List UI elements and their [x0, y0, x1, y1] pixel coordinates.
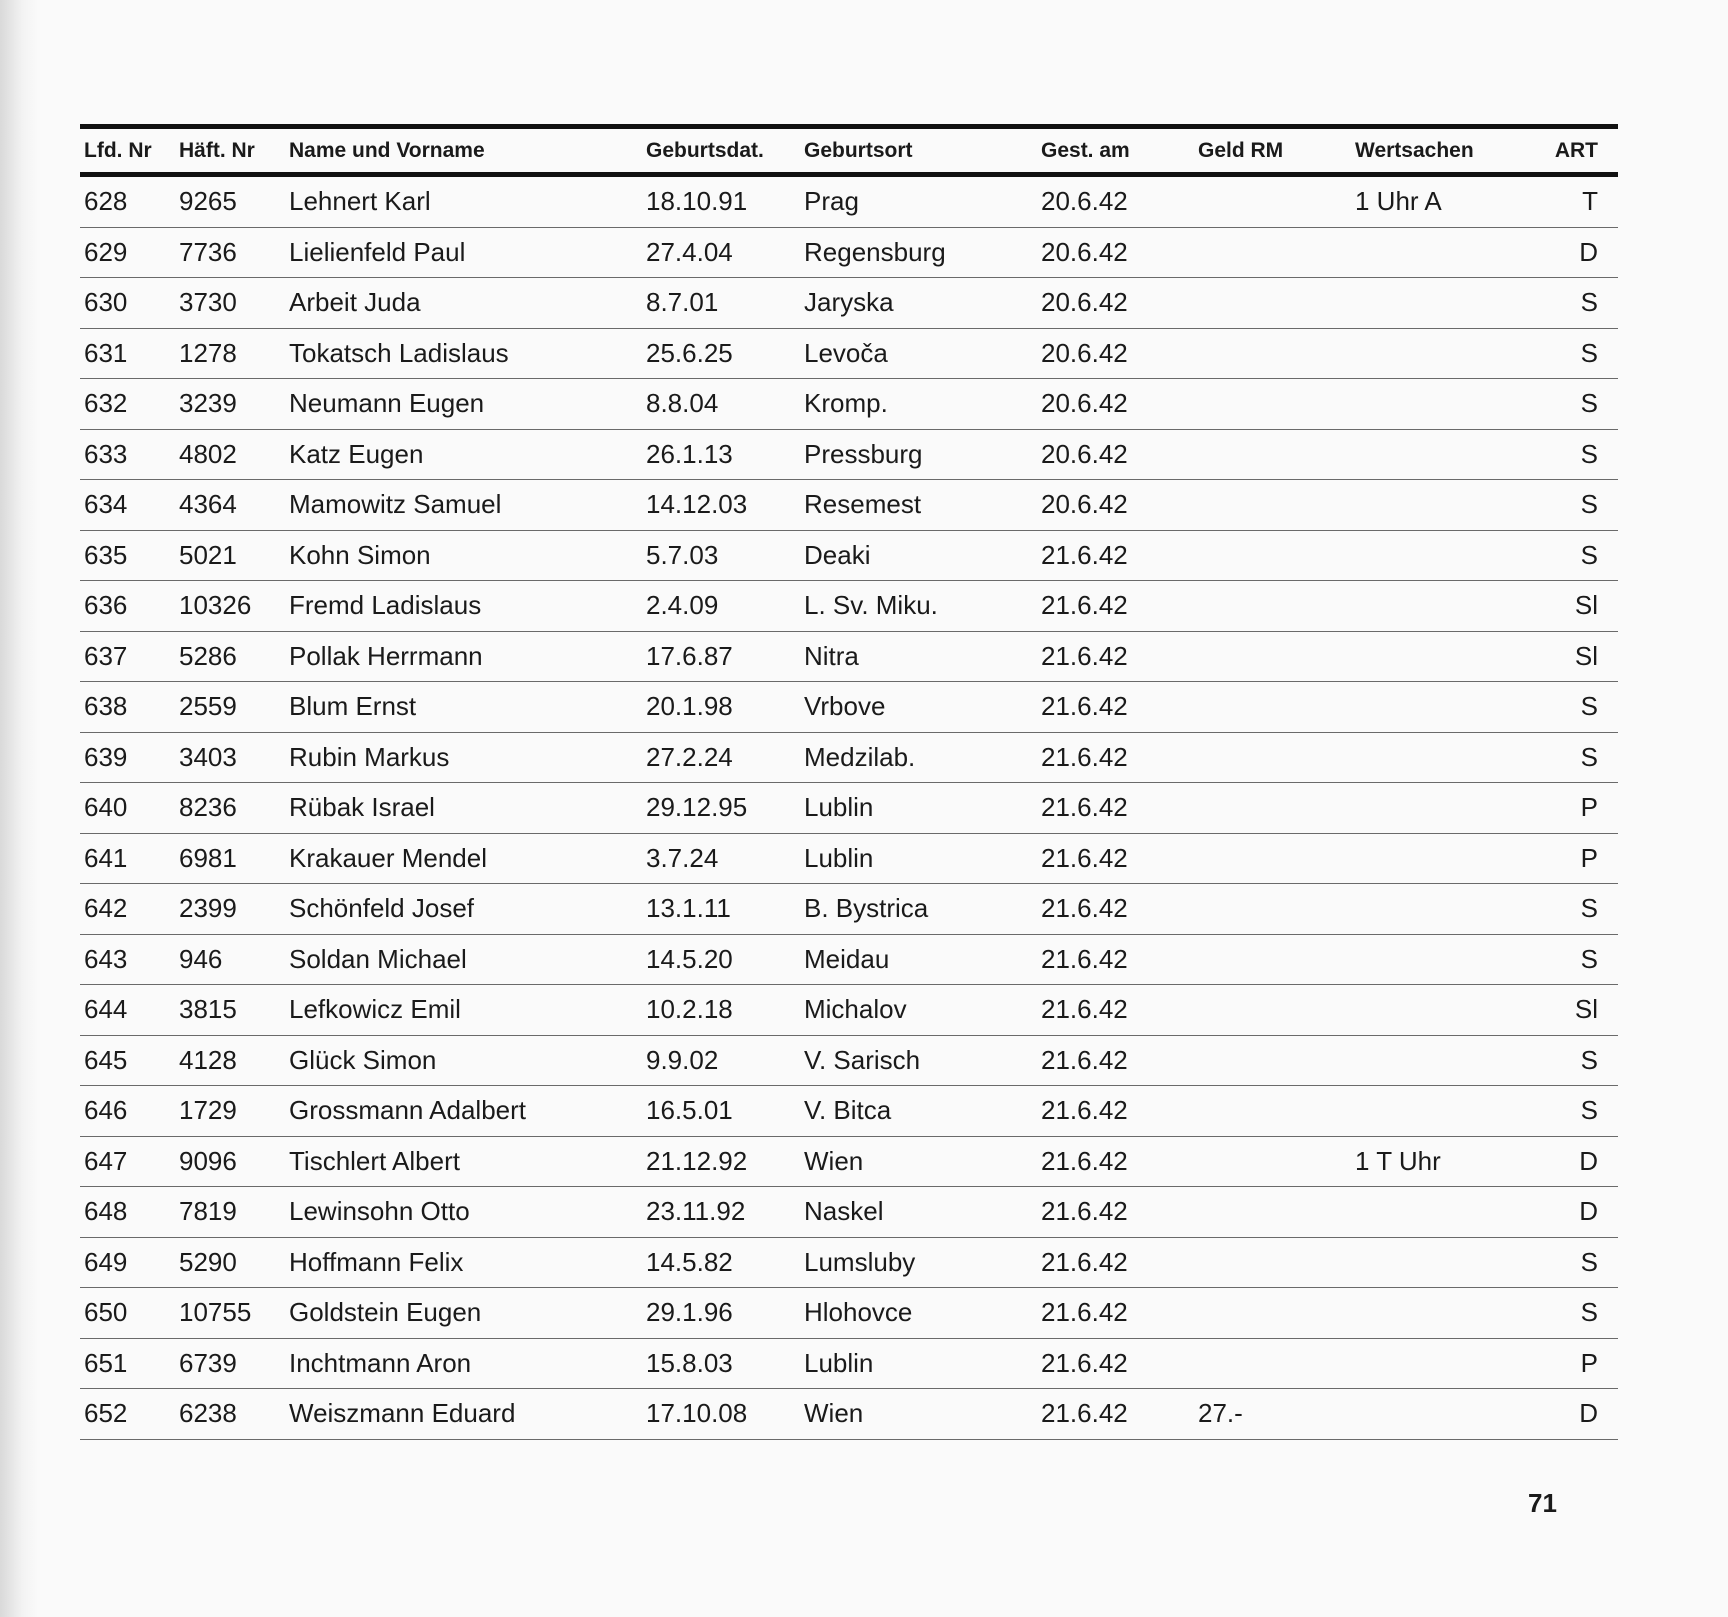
cell-haeft-nr: 2559: [179, 691, 237, 721]
header-haeft-nr: Häft. Nr: [179, 139, 255, 162]
cell-name: Grossmann Adalbert: [289, 1095, 527, 1125]
table-row: [80, 1187, 1618, 1238]
cell-geburtsort: Prag: [804, 186, 859, 216]
cell-gestorben-am: 20.6.42: [1041, 287, 1128, 317]
cell-geburtsdatum: 23.11.92: [646, 1196, 746, 1226]
cell-gestorben-am: 21.6.42: [1041, 1095, 1128, 1125]
cell-geburtsdatum: 26.1.13: [646, 438, 733, 469]
cell-name: Rübak Israel: [289, 792, 435, 822]
table-row: [80, 379, 1618, 430]
cell-art: S: [1580, 489, 1598, 519]
cell-art: D: [1579, 1196, 1598, 1226]
cell-lfd-nr: 652: [84, 1398, 128, 1428]
cell-lfd-nr: 634: [84, 489, 128, 519]
cell-geburtsort: Lublin: [804, 842, 874, 873]
cell-haeft-nr: 7819: [179, 1196, 237, 1226]
cell-gestorben-am: 21.6.42: [1041, 539, 1128, 570]
cell-geld-rm: 27.-: [1198, 1398, 1243, 1428]
cell-gestorben-am: 20.6.42: [1041, 236, 1128, 267]
cell-geburtsort: Meidau: [804, 943, 890, 974]
cell-gestorben-am: 21.6.42: [1041, 590, 1128, 620]
cell-art: S: [1580, 893, 1598, 923]
cell-gestorben-am: 20.6.42: [1041, 489, 1128, 519]
cell-gestorben-am: 21.6.42: [1041, 691, 1128, 721]
cell-haeft-nr: 9096: [179, 1145, 237, 1176]
table-row: [80, 1238, 1618, 1289]
cell-haeft-nr: 1278: [179, 337, 237, 368]
cell-haeft-nr: 4128: [179, 1044, 237, 1075]
cell-art: Sl: [1574, 994, 1598, 1024]
cell-name: Lefkowicz Emil: [289, 994, 461, 1024]
table-row: [80, 1288, 1618, 1339]
cell-lfd-nr: 637: [84, 640, 128, 671]
cell-lfd-nr: 628: [84, 186, 128, 216]
cell-lfd-nr: 641: [84, 842, 128, 873]
table-row: [80, 1137, 1618, 1188]
cell-lfd-nr: 632: [84, 388, 128, 418]
table-body: [80, 177, 1618, 1440]
cell-gestorben-am: 21.6.42: [1041, 842, 1128, 873]
cell-geburtsort: V. Bitca: [804, 1095, 892, 1125]
cell-lfd-nr: 642: [84, 893, 128, 923]
cell-geburtsdatum: 29.1.96: [646, 1297, 733, 1327]
cell-name: Goldstein Eugen: [289, 1297, 482, 1327]
cell-gestorben-am: 21.6.42: [1041, 1044, 1128, 1075]
table-row: [80, 884, 1618, 935]
cell-art: D: [1579, 1145, 1598, 1176]
cell-haeft-nr: 1729: [179, 1095, 237, 1125]
cell-geburtsdatum: 27.4.04: [646, 236, 733, 267]
cell-geburtsdatum: 25.6.25: [646, 337, 733, 368]
cell-gestorben-am: 21.6.42: [1041, 994, 1128, 1024]
cell-geburtsort: Lublin: [804, 792, 874, 822]
cell-geburtsdatum: 8.7.01: [646, 287, 719, 317]
cell-lfd-nr: 638: [84, 691, 128, 721]
cell-geburtsort: Deaki: [804, 539, 871, 570]
cell-name: Hoffmann Felix: [289, 1246, 464, 1277]
cell-name: Blum Ernst: [289, 691, 417, 721]
cell-name: Lielienfeld Paul: [289, 236, 466, 267]
cell-lfd-nr: 646: [84, 1095, 128, 1125]
cell-haeft-nr: 6238: [179, 1398, 237, 1428]
cell-haeft-nr: 3239: [179, 388, 237, 418]
cell-lfd-nr: 631: [84, 337, 128, 368]
cell-lfd-nr: 651: [84, 1347, 128, 1378]
cell-name: Pollak Herrmann: [289, 640, 483, 671]
cell-geburtsort: Regensburg: [804, 236, 946, 267]
cell-geburtsdatum: 20.1.98: [646, 691, 733, 721]
cell-art: T: [1582, 186, 1598, 216]
cell-art: S: [1580, 1246, 1598, 1277]
cell-art: S: [1580, 1095, 1598, 1125]
cell-art: S: [1580, 741, 1598, 772]
cell-geburtsdatum: 29.12.95: [646, 792, 748, 822]
cell-geburtsdatum: 18.10.91: [646, 186, 748, 216]
cell-lfd-nr: 636: [84, 590, 128, 620]
table-row: [80, 228, 1618, 279]
cell-geburtsort: Levoča: [804, 337, 888, 368]
table-row: [80, 1086, 1618, 1137]
cell-geburtsort: Naskel: [804, 1196, 884, 1226]
cell-geburtsdatum: 14.5.20: [646, 943, 733, 974]
cell-gestorben-am: 21.6.42: [1041, 792, 1128, 822]
table-row: [80, 1339, 1618, 1390]
table-row: [80, 733, 1618, 784]
cell-gestorben-am: 20.6.42: [1041, 337, 1128, 368]
cell-lfd-nr: 645: [84, 1044, 128, 1075]
header-art: ART: [1554, 139, 1598, 162]
cell-gestorben-am: 21.6.42: [1041, 1398, 1128, 1428]
cell-geburtsort: Lumsluby: [804, 1246, 916, 1277]
cell-geburtsort: Vrbove: [804, 691, 886, 721]
cell-haeft-nr: 5290: [179, 1246, 237, 1277]
cell-geburtsdatum: 14.5.82: [646, 1246, 733, 1277]
cell-art: S: [1580, 438, 1598, 469]
cell-geburtsdatum: 17.10.08: [646, 1398, 748, 1428]
cell-name: Tischlert Albert: [289, 1145, 460, 1176]
cell-name: Glück Simon: [289, 1044, 437, 1075]
cell-haeft-nr: 9265: [179, 186, 237, 216]
cell-geburtsort: Medzilab.: [804, 741, 916, 772]
cell-gestorben-am: 21.6.42: [1041, 943, 1128, 974]
cell-gestorben-am: 21.6.42: [1041, 1196, 1128, 1226]
cell-gestorben-am: 21.6.42: [1041, 1246, 1128, 1277]
cell-gestorben-am: 21.6.42: [1041, 640, 1128, 671]
table-header-row: [80, 129, 1618, 177]
cell-gestorben-am: 21.6.42: [1041, 1145, 1128, 1176]
cell-name: Lehnert Karl: [289, 186, 431, 216]
cell-geburtsdatum: 9.9.02: [646, 1044, 719, 1075]
header-name: Name und Vorname: [289, 139, 485, 162]
cell-name: Mamowitz Samuel: [289, 489, 502, 519]
cell-geburtsdatum: 13.1.11: [646, 893, 731, 923]
table-row: [80, 1389, 1618, 1440]
table-row: [80, 480, 1618, 531]
table-row: [80, 632, 1618, 683]
cell-lfd-nr: 648: [84, 1196, 128, 1226]
table-row: [80, 1036, 1618, 1087]
cell-name: Kohn Simon: [289, 539, 431, 570]
cell-geburtsdatum: 3.7.24: [646, 842, 719, 873]
cell-name: Schönfeld Josef: [289, 893, 475, 923]
header-lfd-nr: Lfd. Nr: [84, 139, 152, 162]
cell-art: S: [1580, 691, 1598, 721]
table-row: [80, 783, 1618, 834]
cell-geburtsdatum: 10.2.18: [646, 994, 733, 1024]
cell-haeft-nr: 8236: [179, 792, 237, 822]
cell-haeft-nr: 946: [179, 943, 223, 974]
cell-geburtsdatum: 27.2.24: [646, 741, 733, 772]
cell-lfd-nr: 649: [84, 1246, 128, 1277]
cell-gestorben-am: 21.6.42: [1041, 1297, 1128, 1327]
cell-lfd-nr: 633: [84, 438, 128, 469]
cell-haeft-nr: 6981: [179, 842, 237, 873]
cell-art: S: [1580, 539, 1598, 570]
cell-geburtsort: Michalov: [804, 994, 907, 1024]
cell-art: Sl: [1574, 640, 1598, 671]
table-row: [80, 682, 1618, 733]
cell-haeft-nr: 2399: [179, 893, 237, 923]
header-geld-rm: Geld RM: [1198, 139, 1284, 162]
cell-gestorben-am: 21.6.42: [1041, 893, 1128, 923]
table-row: [80, 985, 1618, 1036]
cell-art: P: [1580, 1347, 1598, 1378]
cell-art: S: [1580, 1044, 1598, 1075]
cell-name: Weiszmann Eduard: [289, 1398, 516, 1428]
cell-gestorben-am: 20.6.42: [1041, 438, 1128, 469]
cell-haeft-nr: 3730: [179, 287, 237, 317]
cell-gestorben-am: 21.6.42: [1041, 741, 1128, 772]
cell-art: S: [1580, 1297, 1598, 1327]
cell-geburtsort: Pressburg: [804, 438, 923, 469]
cell-haeft-nr: 10755: [179, 1297, 252, 1327]
cell-art: D: [1579, 1398, 1598, 1428]
cell-lfd-nr: 635: [84, 539, 128, 570]
cell-lfd-nr: 647: [84, 1145, 128, 1176]
cell-geburtsort: Jaryska: [804, 287, 894, 317]
cell-name: Inchtmann Aron: [289, 1347, 472, 1378]
cell-geburtsdatum: 15.8.03: [646, 1347, 733, 1378]
cell-wertsachen: 1 Uhr A: [1355, 186, 1442, 216]
cell-wertsachen: 1 T Uhr: [1355, 1145, 1441, 1176]
cell-geburtsort: Wien: [804, 1145, 864, 1176]
cell-haeft-nr: 5286: [179, 640, 237, 671]
cell-name: Rubin Markus: [289, 741, 450, 772]
cell-lfd-nr: 643: [84, 943, 128, 974]
header-gestorben-am: Gest. am: [1041, 139, 1130, 162]
cell-haeft-nr: 7736: [179, 236, 237, 267]
cell-art: S: [1580, 943, 1598, 974]
table-row: [80, 531, 1618, 582]
cell-geburtsdatum: 8.8.04: [646, 388, 719, 418]
cell-lfd-nr: 640: [84, 792, 128, 822]
table-row: [80, 430, 1618, 481]
cell-geburtsort: Nitra: [804, 640, 859, 671]
cell-lfd-nr: 630: [84, 287, 128, 317]
cell-lfd-nr: 639: [84, 741, 128, 772]
cell-art: S: [1580, 287, 1598, 317]
cell-haeft-nr: 5021: [179, 539, 237, 570]
cell-gestorben-am: 20.6.42: [1041, 388, 1128, 418]
header-wertsachen: Wertsachen: [1355, 139, 1474, 162]
cell-geburtsort: Wien: [804, 1398, 864, 1428]
cell-name: Soldan Michael: [289, 943, 467, 974]
cell-geburtsort: V. Sarisch: [804, 1044, 921, 1075]
table-row: [80, 278, 1618, 329]
cell-geburtsdatum: 5.7.03: [646, 539, 719, 570]
cell-art: S: [1580, 337, 1598, 368]
cell-haeft-nr: 3403: [179, 741, 237, 772]
cell-geburtsdatum: 2.4.09: [646, 590, 719, 620]
cell-geburtsort: Kromp.: [804, 388, 888, 418]
cell-gestorben-am: 20.6.42: [1041, 186, 1128, 216]
cell-art: S: [1580, 388, 1598, 418]
cell-art: P: [1580, 842, 1598, 873]
page-edge-shadow: [0, 0, 38, 1617]
cell-geburtsdatum: 21.12.92: [646, 1145, 748, 1176]
cell-art: P: [1580, 792, 1598, 822]
cell-geburtsort: B. Bystrica: [804, 893, 929, 923]
cell-geburtsort: Lublin: [804, 1347, 874, 1378]
table-row: [80, 177, 1618, 228]
table-row: [80, 329, 1618, 380]
cell-art: D: [1579, 236, 1598, 267]
cell-geburtsdatum: 16.5.01: [646, 1095, 733, 1125]
cell-haeft-nr: 6739: [179, 1347, 237, 1378]
cell-lfd-nr: 629: [84, 236, 128, 267]
cell-name: Fremd Ladislaus: [289, 590, 482, 620]
cell-name: Neumann Eugen: [289, 388, 485, 418]
table-row: [80, 935, 1618, 986]
header-geburtsort: Geburtsort: [804, 139, 913, 162]
cell-haeft-nr: 3815: [179, 994, 237, 1024]
header-geburtsdatum: Geburtsdat.: [646, 139, 764, 162]
table-row: [80, 834, 1618, 885]
cell-name: Arbeit Juda: [289, 287, 421, 317]
cell-lfd-nr: 644: [84, 994, 128, 1024]
cell-gestorben-am: 21.6.42: [1041, 1347, 1128, 1378]
cell-art: Sl: [1574, 590, 1598, 620]
cell-geburtsort: L. Sv. Miku.: [804, 590, 938, 620]
cell-haeft-nr: 4364: [179, 489, 237, 519]
cell-geburtsdatum: 17.6.87: [646, 640, 733, 671]
page-number: 71: [1528, 1488, 1557, 1518]
cell-geburtsort: Resemest: [804, 489, 922, 519]
cell-name: Katz Eugen: [289, 438, 424, 469]
cell-geburtsdatum: 14.12.03: [646, 489, 748, 519]
cell-name: Tokatsch Ladislaus: [289, 337, 509, 368]
cell-lfd-nr: 650: [84, 1297, 128, 1327]
cell-name: Lewinsohn Otto: [289, 1196, 470, 1226]
cell-geburtsort: Hlohovce: [804, 1297, 913, 1327]
register-table: [80, 124, 1618, 1440]
cell-name: Krakauer Mendel: [289, 842, 487, 873]
cell-haeft-nr: 4802: [179, 438, 237, 469]
cell-haeft-nr: 10326: [179, 590, 252, 620]
table-row: [80, 581, 1618, 632]
